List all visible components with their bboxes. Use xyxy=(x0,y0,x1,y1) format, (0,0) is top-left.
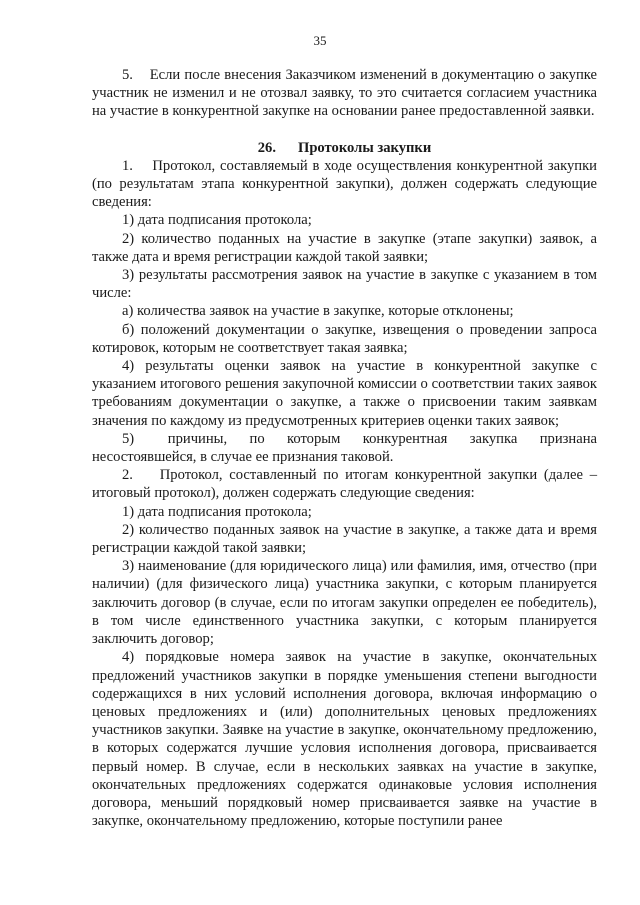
list-item: а) количества заявок на участие в закупке, которые отклонены; xyxy=(122,303,514,320)
list-item: 4) результаты оценки заявок на участие в конкурентной закупке с указанием итогового решения закупочной комиссии о соответствии таких заявок требованиям документации о закупке, а также о присвоении таким заявкам значения по каждому из предусмотренных критериев оценки таких заявок; xyxy=(92,358,597,429)
section-number: 26. xyxy=(257,139,276,156)
list-item: 3) наименование (для юридического лица) или фамилия, имя, отчество (при наличии) (для физического лица) участника закупки, с которым планируется заключить договор (в случае, если по итогам закупки определен ее победитель), в том числе единственного участника закупки, с которым планируется заключить договор; xyxy=(92,558,597,648)
document-body xyxy=(92,66,597,830)
section-title: Протоколы закупки xyxy=(297,139,432,156)
list-item: 1) дата подписания протокола; xyxy=(122,503,312,520)
section-heading xyxy=(92,139,597,157)
list-item: 5) причины, по которым конкурентная закупка признана несостоявшейся, в случае ее признания таковой. xyxy=(92,430,597,466)
paragraph: 2. Протокол, составленный по итогам конкурентной закупки (далее – итоговый протокол), должен содержать следующие сведения: xyxy=(92,467,597,502)
list-item: б) положений документации о закупке, извещения о проведении запроса котировок, которым не соответствует такая заявка; xyxy=(92,321,597,356)
paragraph: 5. Если после внесения Заказчиком изменений в документацию о закупке участник не изменил и не отозвал заявку, то это считается согласием участника на участие в конкурентной закупке на основании ранее предоставленной заявки. xyxy=(92,67,597,120)
list-item: 2) количество поданных на участие в закупке (этапе закупки) заявок, а также дата и время регистрации каждой такой заявки; xyxy=(92,230,597,265)
list-item: 1) дата подписания протокола; xyxy=(122,212,312,229)
list-item: 2) количество поданных заявок на участие в закупке, а также дата и время регистрации каждой такой заявки; xyxy=(92,521,597,557)
paragraph: 1. Протокол, составляемый в ходе осуществления конкурентной закупки (по результатам этапа конкурентной закупки), должен содержать следующие сведения: xyxy=(92,157,597,211)
list-item: 3) результаты рассмотрения заявок на участие в закупке с указанием в том числе: xyxy=(92,267,597,302)
list-item: 4) порядковые номера заявок на участие в закупке, окончательных предложений участников закупки в порядке уменьшения степени выгодности содержащихся в них условий исполнения договора, включая информацию о ценовых предложениях и (или) дополнительных ценовых предложениях участников закупки. Заявке на участие в закупке, окончательному предложению, в которых содержатся лучшие условия исполнения договора, присваивается первый номер. В случае, если в нескольких заявках на участие в закупке, окончательных предложениях содержатся одинаковые условия исполнения договора, меньший порядковый номер присваивается заявке на участие в закупке, окончательному предложению, которые поступили ранее xyxy=(92,649,597,830)
page-number: 35 xyxy=(313,33,327,48)
